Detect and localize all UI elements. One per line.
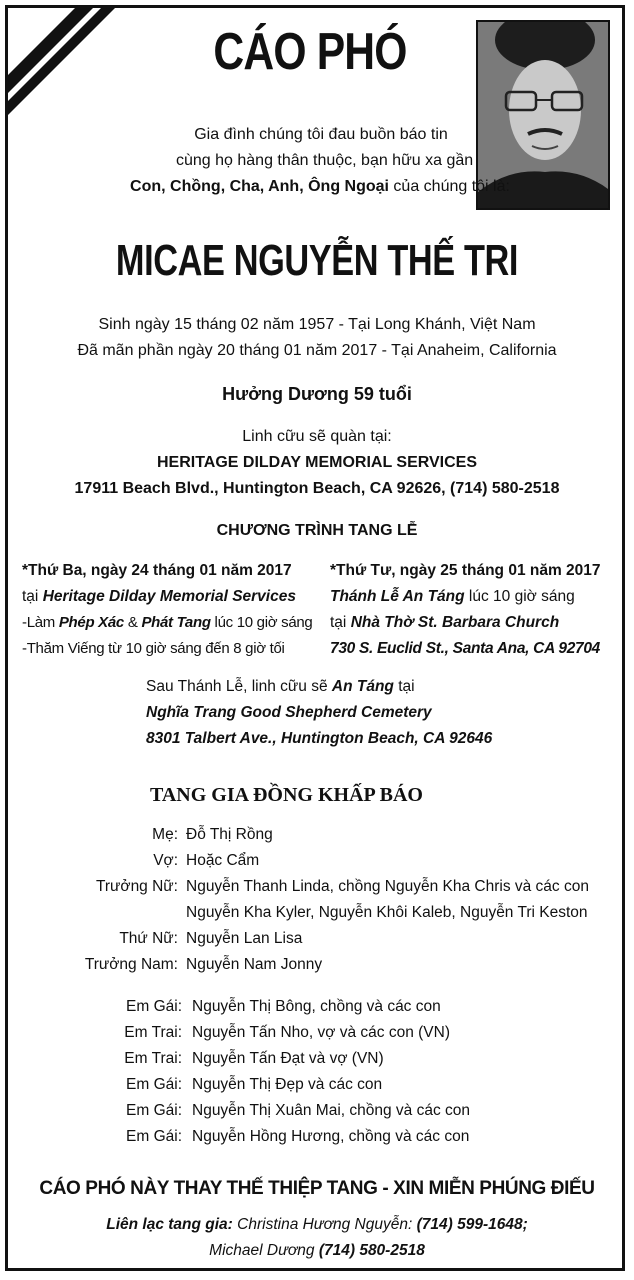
- program-left-rite: [22, 614, 312, 631]
- church-name: Nhà Thờ St. Barbara Church: [350, 614, 560, 631]
- sibling-label: Em Gái:: [126, 1076, 182, 1093]
- contact-name-1: Christina Hương Nguyễn:: [232, 1216, 417, 1233]
- contact-name-2: Michael Dương: [209, 1242, 319, 1259]
- family-label: Trưởng Nam:: [84, 956, 178, 973]
- rite-1: Phép Xác: [58, 614, 124, 631]
- page-title: CÁO PHÓ: [213, 23, 407, 81]
- program-left-place: [22, 588, 296, 606]
- viewing-intro: Linh cữu sẽ quàn tại:: [242, 428, 392, 445]
- family-value: Nguyễn Lan Lisa: [186, 930, 303, 947]
- church-address: 730 S. Euclid St., Santa Ana, CA 92704: [330, 640, 601, 657]
- family-label: Thứ Nữ:: [119, 930, 178, 947]
- mourning-ribbon-icon: [0, 0, 140, 140]
- family-value: Nguyễn Kha Kyler, Nguyễn Khôi Kaleb, Nguyễn Tri Keston: [186, 904, 588, 921]
- family-value: Hoặc Cẩm: [186, 852, 260, 869]
- viewing-venue: HERITAGE DILDAY MEMORIAL SERVICES: [156, 454, 478, 471]
- deceased-name: MICAE NGUYỄN THẾ TRI: [115, 236, 519, 285]
- relation-suffix: của chúng tôi là:: [388, 178, 510, 195]
- sibling-label: Em Gái:: [126, 1128, 182, 1145]
- mass-name: Thánh Lễ An Táng: [330, 588, 465, 605]
- contact-phone-2: (714) 580-2518: [318, 1242, 425, 1259]
- rite-prefix: -Làm: [22, 614, 59, 631]
- place-prefix: tại: [22, 588, 43, 605]
- closing-notice: CÁO PHÓ NÀY THAY THẾ THIỆP TANG - XIN MIỄN PHÚNG ĐIẾU: [39, 1178, 595, 1199]
- burial-suffix: tại: [393, 678, 415, 695]
- family-label: Vợ:: [153, 852, 178, 869]
- age-info: Hưởng Dương 59 tuổi: [222, 384, 412, 404]
- intro-line-2: cùng họ hàng thân thuộc, bạn hữu xa gần: [176, 152, 474, 169]
- family-label: Trưởng Nữ:: [95, 878, 178, 895]
- program-left-date: *Thứ Ba, ngày 24 tháng 01 năm 2017: [22, 562, 292, 579]
- burial-line: [146, 678, 415, 696]
- cemetery-name: Nghĩa Trang Good Shepherd Cemetery: [146, 704, 432, 721]
- family-value: Nguyễn Nam Jonny: [186, 956, 323, 973]
- sibling-value: Nguyễn Tấn Nho, vợ và các con (VN): [192, 1024, 450, 1041]
- sibling-label: Em Gái:: [126, 998, 182, 1015]
- sibling-value: Nguyễn Thị Xuân Mai, chồng và các con: [192, 1102, 471, 1119]
- program-right-mass: [330, 588, 575, 606]
- contact-label: Liên lạc tang gia:: [106, 1216, 233, 1233]
- intro-line-3: [90, 178, 550, 196]
- sibling-value: Nguyễn Tấn Đạt và vợ (VN): [192, 1050, 384, 1067]
- contact-line-2: [0, 1242, 634, 1260]
- burial-prefix: Sau Thánh Lễ, linh cữu sẽ: [146, 678, 332, 695]
- program-left-visit: -Thăm Viếng từ 10 giờ sáng đến 8 giờ tối: [22, 640, 285, 657]
- church-prefix: tại: [330, 614, 351, 631]
- sibling-label: Em Trai:: [124, 1024, 182, 1041]
- burial-bold: An Táng: [331, 678, 394, 695]
- contact-phone-1: (714) 599-1648;: [416, 1216, 528, 1233]
- program-right-date: *Thứ Tư, ngày 25 tháng 01 năm 2017: [330, 562, 601, 579]
- family-label: Mẹ:: [152, 826, 178, 843]
- family-heading: TANG GIA ĐỒNG KHẤP BÁO: [150, 784, 423, 806]
- sibling-label: Em Trai:: [124, 1050, 182, 1067]
- sibling-label: Em Gái:: [126, 1102, 182, 1119]
- rite-2: Phát Tang: [141, 614, 211, 631]
- death-info: Đã mãn phần ngày 20 tháng 01 năm 2017 - Tại Anaheim, California: [77, 342, 557, 359]
- contact-line-1: [0, 1216, 634, 1234]
- sibling-value: Nguyễn Hồng Hương, chồng và các con: [192, 1128, 470, 1145]
- place-name: Heritage Dilday Memorial Services: [42, 588, 296, 605]
- family-value: Nguyễn Thanh Linda, chồng Nguyễn Kha Chris và các con: [186, 878, 589, 895]
- intro-line-1: Gia đình chúng tôi đau buồn báo tin: [194, 126, 448, 143]
- cemetery-address: 8301 Talbert Ave., Huntington Beach, CA 92646: [146, 730, 493, 747]
- sibling-value: Nguyễn Thị Bông, chồng và các con: [192, 998, 441, 1015]
- relation-list: Con, Chồng, Cha, Anh, Ông Ngoại: [130, 178, 389, 195]
- sibling-value: Nguyễn Thị Đẹp và các con: [192, 1076, 383, 1093]
- viewing-address: 17911 Beach Blvd., Huntington Beach, CA 92626, (714) 580-2518: [74, 480, 560, 497]
- program-heading: CHƯƠNG TRÌNH TANG LỄ: [216, 522, 418, 539]
- mass-suffix: lúc 10 giờ sáng: [464, 588, 575, 605]
- family-value: Đỗ Thị Rồng: [186, 826, 273, 843]
- rite-amp: &: [123, 614, 142, 631]
- rite-suffix: lúc 10 giờ sáng: [210, 614, 313, 631]
- program-right-church: [330, 614, 559, 632]
- birth-info: Sinh ngày 15 tháng 02 năm 1957 - Tại Long Khánh, Việt Nam: [98, 316, 536, 333]
